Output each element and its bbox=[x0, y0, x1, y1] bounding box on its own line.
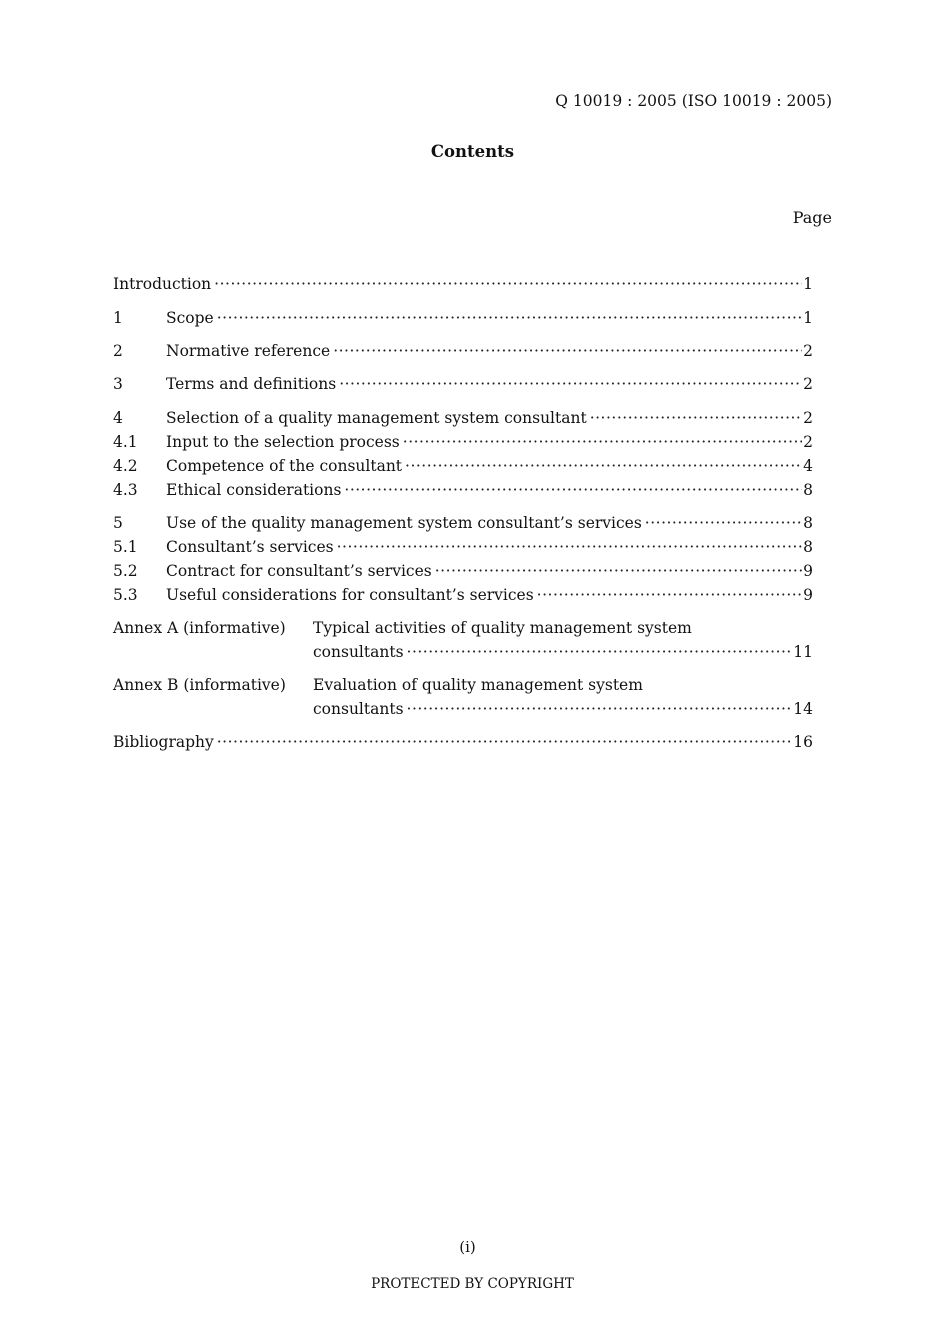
toc-entry-title: Use of the quality management system consultant’s services bbox=[166, 514, 642, 532]
toc-entry-title: Consultant’s services bbox=[166, 538, 334, 556]
toc-entry-number: 3 bbox=[113, 375, 123, 393]
toc-entry-page: 16 bbox=[793, 733, 813, 751]
toc-entry-number: 5.3 bbox=[113, 586, 138, 604]
toc-entry-title: Input to the selection process bbox=[166, 433, 400, 451]
toc-entry-number: 5.1 bbox=[113, 538, 138, 556]
toc-entry-number: 4.2 bbox=[113, 457, 138, 475]
toc-entry-page: 1 bbox=[803, 309, 813, 327]
toc-entry-page: 2 bbox=[803, 375, 813, 393]
dot-leader bbox=[214, 272, 802, 296]
toc-entry-title: Bibliography bbox=[113, 733, 214, 751]
toc-entry-title: Terms and definitions bbox=[166, 375, 337, 393]
annex-label: Annex B (informative) bbox=[113, 676, 286, 694]
toc-entry-page: 9 bbox=[803, 586, 813, 604]
toc-entry-title: Normative reference bbox=[166, 342, 331, 360]
toc-entry-scope[interactable] bbox=[113, 306, 813, 330]
toc-entry-title: Introduction bbox=[113, 275, 212, 293]
toc-entry-title: Selection of a quality management system consultant bbox=[166, 409, 587, 427]
toc-entry-section-4-2[interactable] bbox=[113, 454, 813, 478]
toc-entry-title: Competence of the consultant bbox=[166, 457, 403, 475]
annex-title-continued: consultants bbox=[313, 643, 404, 661]
toc-entry-number: 5 bbox=[113, 514, 123, 532]
toc-entry-title: Scope bbox=[166, 309, 214, 327]
dot-leader bbox=[403, 430, 802, 454]
toc-entry-page: 8 bbox=[803, 514, 813, 532]
toc-entry-section-5-3[interactable] bbox=[113, 583, 813, 607]
dot-leader bbox=[590, 406, 802, 430]
toc-entry-title: Ethical considerations bbox=[166, 481, 342, 499]
dot-leader bbox=[407, 640, 793, 664]
annex-label: Annex A (informative) bbox=[113, 619, 286, 637]
toc-entry-page: 4 bbox=[803, 457, 813, 475]
dot-leader bbox=[405, 454, 802, 478]
dot-leader bbox=[344, 478, 802, 502]
toc-entry-page: 2 bbox=[803, 409, 813, 427]
page-title: Contents bbox=[430, 142, 515, 161]
toc-entry-section-5-2[interactable] bbox=[113, 559, 813, 583]
toc-entry-number: 1 bbox=[113, 309, 123, 327]
toc-entry-number: 2 bbox=[113, 342, 123, 360]
toc-entry-title: Useful considerations for consultant’s services bbox=[166, 586, 534, 604]
toc-entry-section-4-1[interactable] bbox=[113, 430, 813, 454]
dot-leader bbox=[537, 583, 802, 607]
toc-entry-section-5-1[interactable] bbox=[113, 535, 813, 559]
page-column-label: Page bbox=[792, 208, 832, 227]
annex-title: Evaluation of quality management system bbox=[313, 676, 643, 694]
dot-leader bbox=[645, 511, 802, 535]
toc-entry-section-5[interactable] bbox=[113, 511, 813, 535]
toc-entry-section-4-3[interactable] bbox=[113, 478, 813, 502]
copyright-notice: PROTECTED BY COPYRIGHT bbox=[371, 1276, 574, 1292]
toc-entry-page: 2 bbox=[803, 342, 813, 360]
dot-leader bbox=[435, 559, 802, 583]
toc-entry-page: 8 bbox=[803, 481, 813, 499]
toc-entry-title: Contract for consultant’s services bbox=[166, 562, 432, 580]
dot-leader bbox=[339, 372, 802, 396]
annex-title: Typical activities of quality management system bbox=[313, 619, 692, 637]
toc-entry-terms-definitions[interactable] bbox=[113, 372, 813, 396]
toc-entry-number: 5.2 bbox=[113, 562, 138, 580]
toc-entry-normative-reference[interactable] bbox=[113, 339, 813, 363]
dot-leader bbox=[407, 697, 793, 721]
toc-entry-page: 14 bbox=[793, 700, 813, 718]
toc-entry-page: 2 bbox=[803, 433, 813, 451]
toc-entry-number: 4.3 bbox=[113, 481, 138, 499]
toc-entry-page: 9 bbox=[803, 562, 813, 580]
document-reference: Q 10019 : 2005 (ISO 10019 : 2005) bbox=[555, 92, 832, 110]
dot-leader bbox=[217, 306, 802, 330]
toc-entry-page: 1 bbox=[803, 275, 813, 293]
page-number: (i) bbox=[459, 1238, 476, 1256]
toc-entry-introduction[interactable] bbox=[113, 272, 813, 296]
dot-leader bbox=[337, 535, 803, 559]
toc-entry-page: 8 bbox=[803, 538, 813, 556]
dot-leader bbox=[217, 730, 793, 754]
toc-entry-section-4[interactable] bbox=[113, 406, 813, 430]
dot-leader bbox=[333, 339, 802, 363]
toc-entry-number: 4.1 bbox=[113, 433, 138, 451]
annex-title-continued: consultants bbox=[313, 700, 404, 718]
toc-entry-number: 4 bbox=[113, 409, 123, 427]
toc-entry-page: 11 bbox=[793, 643, 813, 661]
toc-entry-bibliography[interactable] bbox=[113, 730, 813, 754]
